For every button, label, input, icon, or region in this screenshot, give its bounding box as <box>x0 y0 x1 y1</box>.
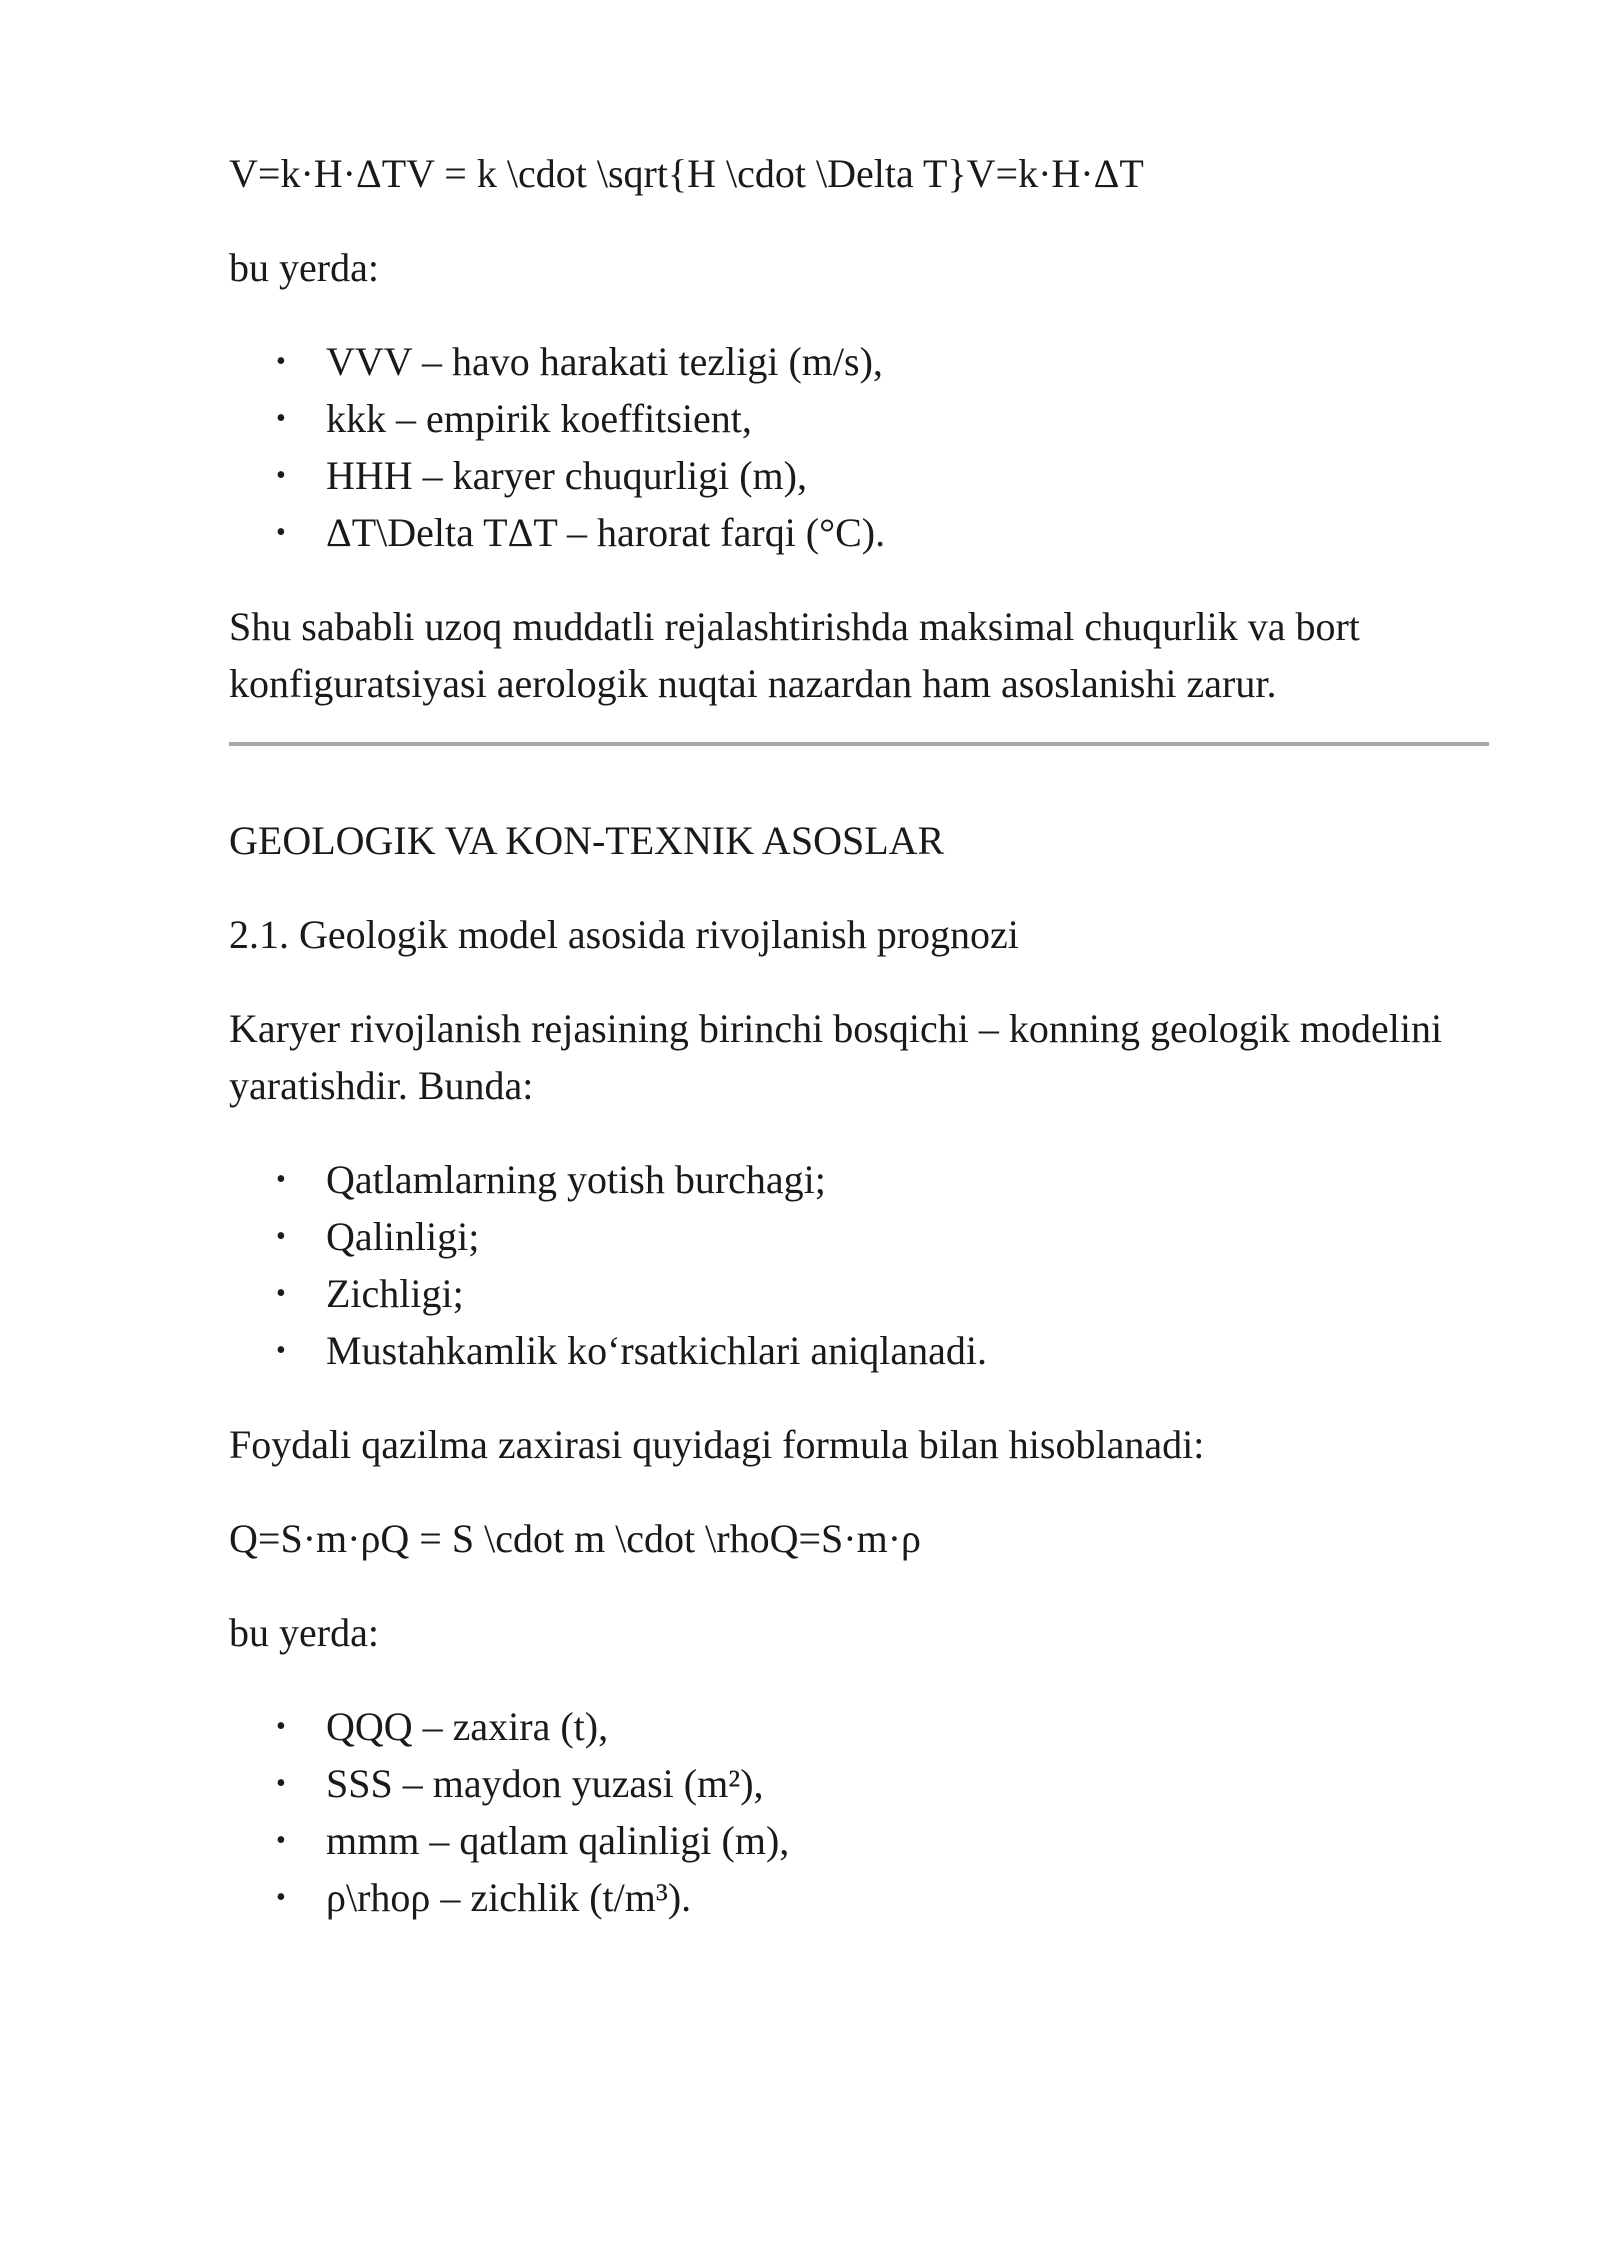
document-page <box>229 145 1489 1963</box>
bullet-icon: • <box>276 1164 286 1195</box>
bullet-icon: • <box>276 1221 286 1252</box>
list-item: • SSS – maydon yuzasi (m²), <box>326 1755 1489 1812</box>
bullet-icon: • <box>276 1278 286 1309</box>
conclusion-paragraph: Shu sababli uzoq muddatli rejalashtirishda maksimal chuqurlik va bort konfiguratsiyasi aerologik nuqtai nazardan ham asoslanishi zarur. <box>229 604 1360 706</box>
where-label: bu yerda: <box>229 245 379 290</box>
list-item: • Qatlamlarning yotish burchagi; <box>326 1151 1489 1208</box>
section-heading: GEOLOGIK VA KON-TEXNIK ASOSLAR <box>229 818 945 863</box>
bullet-icon: • <box>276 1711 286 1742</box>
list-item: • ΔT\Delta TΔT – harorat farqi (°C). <box>326 504 1489 561</box>
reserve-variables-list <box>229 1698 1489 1926</box>
list-item: • kkk – empirik koeffitsient, <box>326 390 1489 447</box>
list-item: • VVV – havo harakati tezligi (m/s), <box>326 333 1489 390</box>
list-item: • mmm – qatlam qalinligi (m), <box>326 1812 1489 1869</box>
list-item: • ρ\rhoρ – zichlik (t/m³). <box>326 1869 1489 1926</box>
formula-velocity: V=k·H·ΔTV = k \cdot \sqrt{H \cdot \Delta T}V=k·H·ΔT <box>229 151 1144 196</box>
formula-intro-paragraph: Foydali qazilma zaxirasi quyidagi formula bilan hisoblanadi: <box>229 1422 1205 1467</box>
bullet-icon: • <box>276 1335 286 1366</box>
intro-paragraph: Karyer rivojlanish rejasining birinchi bosqichi – konning geologik modelini yaratishdir. Bunda: <box>229 1006 1443 1108</box>
list-item: • Zichligi; <box>326 1265 1489 1322</box>
geology-properties-list <box>229 1151 1489 1379</box>
bullet-icon: • <box>276 403 286 434</box>
subsection-heading: 2.1. Geologik model asosida rivojlanish prognozi <box>229 912 1019 957</box>
list-item: • Qalinligi; <box>326 1208 1489 1265</box>
list-item: • QQQ – zaxira (t), <box>326 1698 1489 1755</box>
bullet-icon: • <box>276 1768 286 1799</box>
where-label: bu yerda: <box>229 1610 379 1655</box>
list-item: • HHH – karyer chuqurligi (m), <box>326 447 1489 504</box>
bullet-icon: • <box>276 1825 286 1856</box>
section-divider <box>229 742 1489 746</box>
bullet-icon: • <box>276 517 286 548</box>
bullet-icon: • <box>276 1882 286 1913</box>
formula-reserve: Q=S·m·ρQ = S \cdot m \cdot \rhoQ=S·m·ρ <box>229 1516 922 1561</box>
bullet-icon: • <box>276 346 286 377</box>
bullet-icon: • <box>276 460 286 491</box>
list-item: • Mustahkamlik ko‘rsatkichlari aniqlanadi. <box>326 1322 1489 1379</box>
velocity-variables-list <box>229 333 1489 561</box>
